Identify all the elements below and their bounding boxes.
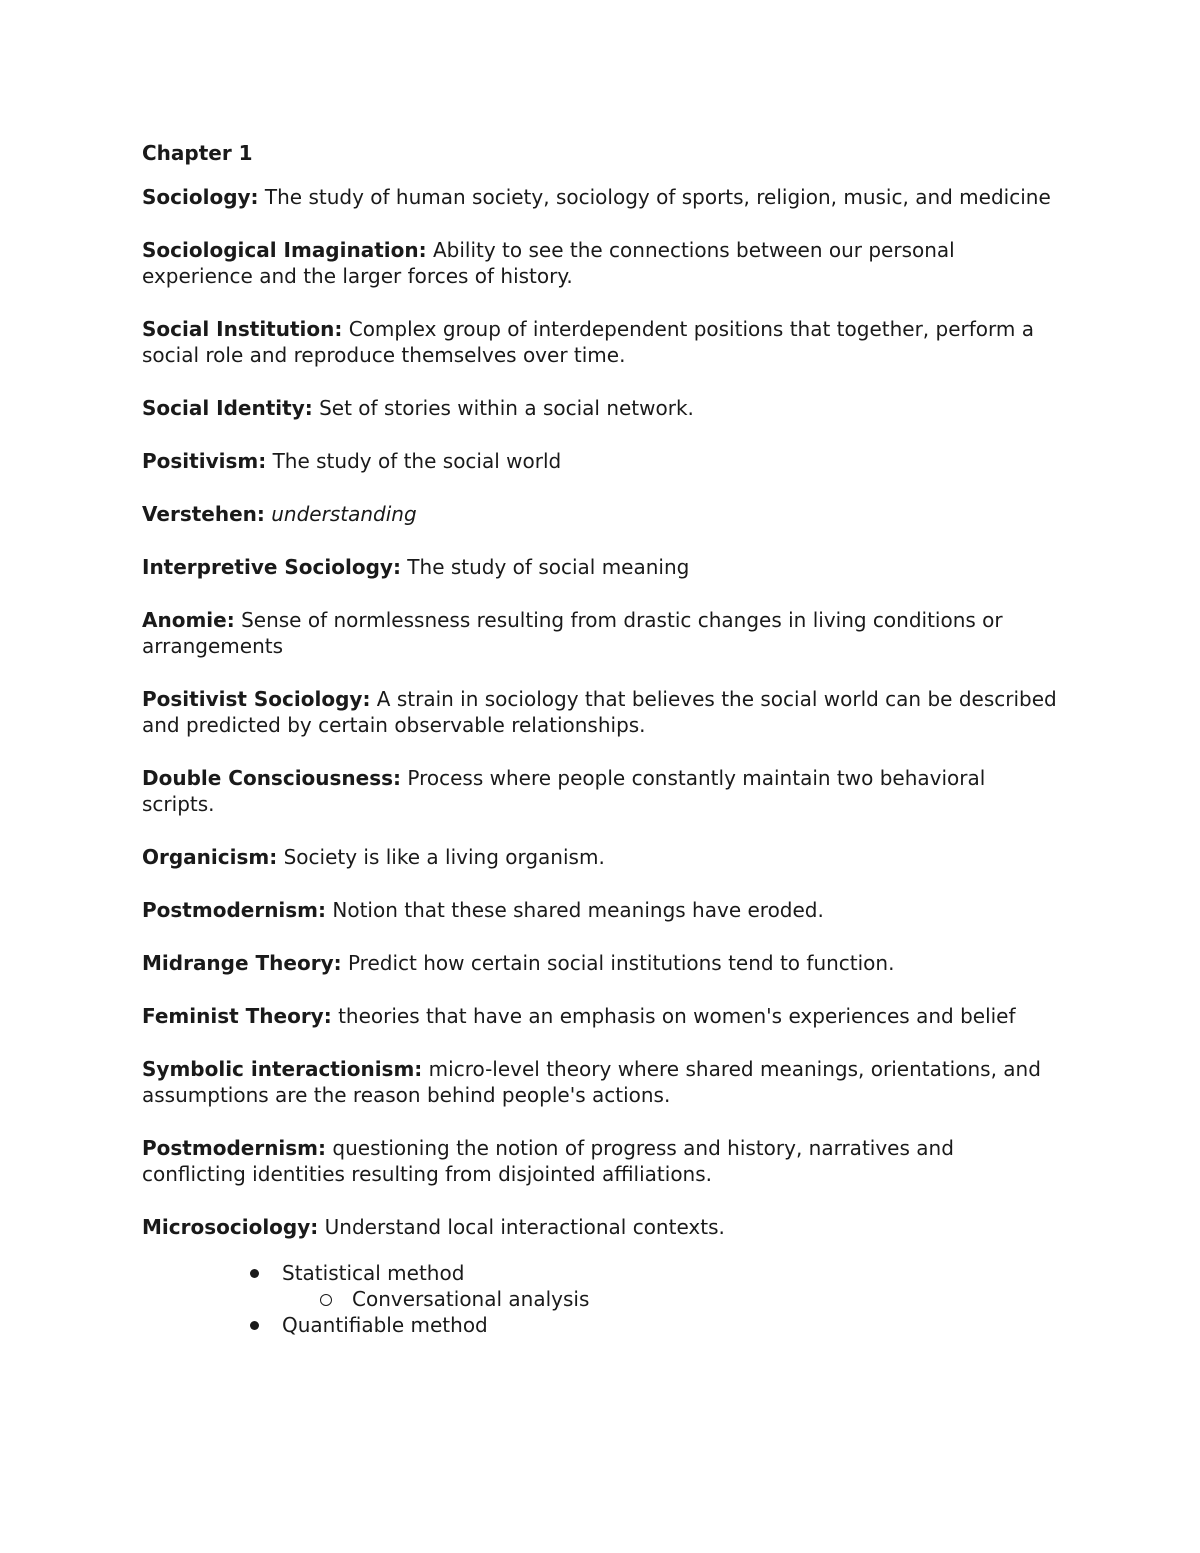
term-name: Symbolic interactionism:: [142, 1057, 423, 1081]
term-definition: Complex group of interdependent positions that together, perform a social role and reproduce themselves over time.: [142, 317, 1034, 367]
term-definition: Ability to see the connections between our personal experience and the larger forces of history.: [142, 238, 955, 288]
list-item-text: Quantifiable method: [282, 1313, 488, 1337]
term-definition: micro-level theory where shared meanings, orientations, and assumptions are the reason behind people's actions.: [142, 1057, 1041, 1107]
chapter-title: Chapter 1: [142, 141, 253, 165]
term-name: Sociology:: [142, 185, 259, 209]
term-definition: theories that have an emphasis on women's experiences and belief: [338, 1004, 1016, 1028]
term-definition: Notion that these shared meanings have eroded.: [332, 898, 824, 922]
term-name: Postmodernism:: [142, 898, 327, 922]
term-definition: Process where people constantly maintain two behavioral scripts.: [142, 766, 986, 816]
term-entry: [142, 765, 1062, 817]
term-entry: [142, 897, 1062, 923]
term-entry: [142, 950, 1062, 976]
term-entry: [142, 1056, 1062, 1108]
list-item-text: Statistical method: [282, 1261, 465, 1285]
term-definition: questioning the notion of progress and history, narratives and conflicting identities resulting from disjointed affiliations.: [142, 1136, 954, 1186]
term-entry: [142, 184, 1062, 210]
list-item: [246, 1260, 1062, 1286]
term-definition: Predict how certain social institutions tend to function.: [347, 951, 895, 975]
term-name: Double Consciousness:: [142, 766, 402, 790]
bullet-disc-icon: [250, 1269, 259, 1278]
term-name: Microsociology:: [142, 1215, 319, 1239]
method-list: [142, 1260, 1062, 1338]
term-definition: Sense of normlessness resulting from drastic changes in living conditions or arrangements: [142, 608, 1003, 658]
term-name: Verstehen:: [142, 502, 265, 526]
bullet-disc-icon: [250, 1321, 259, 1330]
term-definition: understanding: [271, 502, 417, 526]
term-name: Postmodernism:: [142, 1136, 327, 1160]
term-entry: [142, 395, 1062, 421]
document-page: [142, 140, 1062, 1338]
term-definition: Set of stories within a social network.: [319, 396, 694, 420]
term-definition: Understand local interactional contexts.: [324, 1215, 725, 1239]
list-item-sub: [246, 1286, 1062, 1312]
term-name: Feminist Theory:: [142, 1004, 332, 1028]
term-entry: [142, 554, 1062, 580]
list-item: [246, 1312, 1062, 1338]
term-entry: [142, 1003, 1062, 1029]
term-definition: Society is like a living organism.: [283, 845, 605, 869]
term-definition: The study of social meaning: [407, 555, 690, 579]
term-entry: [142, 501, 1062, 527]
term-name: Positivism:: [142, 449, 267, 473]
term-name: Midrange Theory:: [142, 951, 342, 975]
term-definition: The study of human society, sociology of sports, religion, music, and medicine: [264, 185, 1051, 209]
term-entry: [142, 1214, 1062, 1240]
term-entry: [142, 237, 1062, 289]
term-entry: [142, 1135, 1062, 1187]
term-name: Social Identity:: [142, 396, 313, 420]
term-definition: A strain in sociology that believes the social world can be described and predicted by certain observable relationships.: [142, 687, 1057, 737]
term-list: [142, 184, 1062, 1240]
term-name: Interpretive Sociology:: [142, 555, 401, 579]
term-definition: The study of the social world: [272, 449, 562, 473]
list-item-text: Conversational analysis: [352, 1287, 590, 1311]
term-name: Social Institution:: [142, 317, 343, 341]
term-entry: [142, 316, 1062, 368]
term-name: Organicism:: [142, 845, 278, 869]
term-name: Positivist Sociology:: [142, 687, 371, 711]
term-name: Sociological Imagination:: [142, 238, 427, 262]
term-name: Anomie:: [142, 608, 235, 632]
bullet-circle-icon: [320, 1294, 332, 1306]
term-entry: [142, 686, 1062, 738]
term-entry: [142, 448, 1062, 474]
term-entry: [142, 844, 1062, 870]
term-entry: [142, 607, 1062, 659]
